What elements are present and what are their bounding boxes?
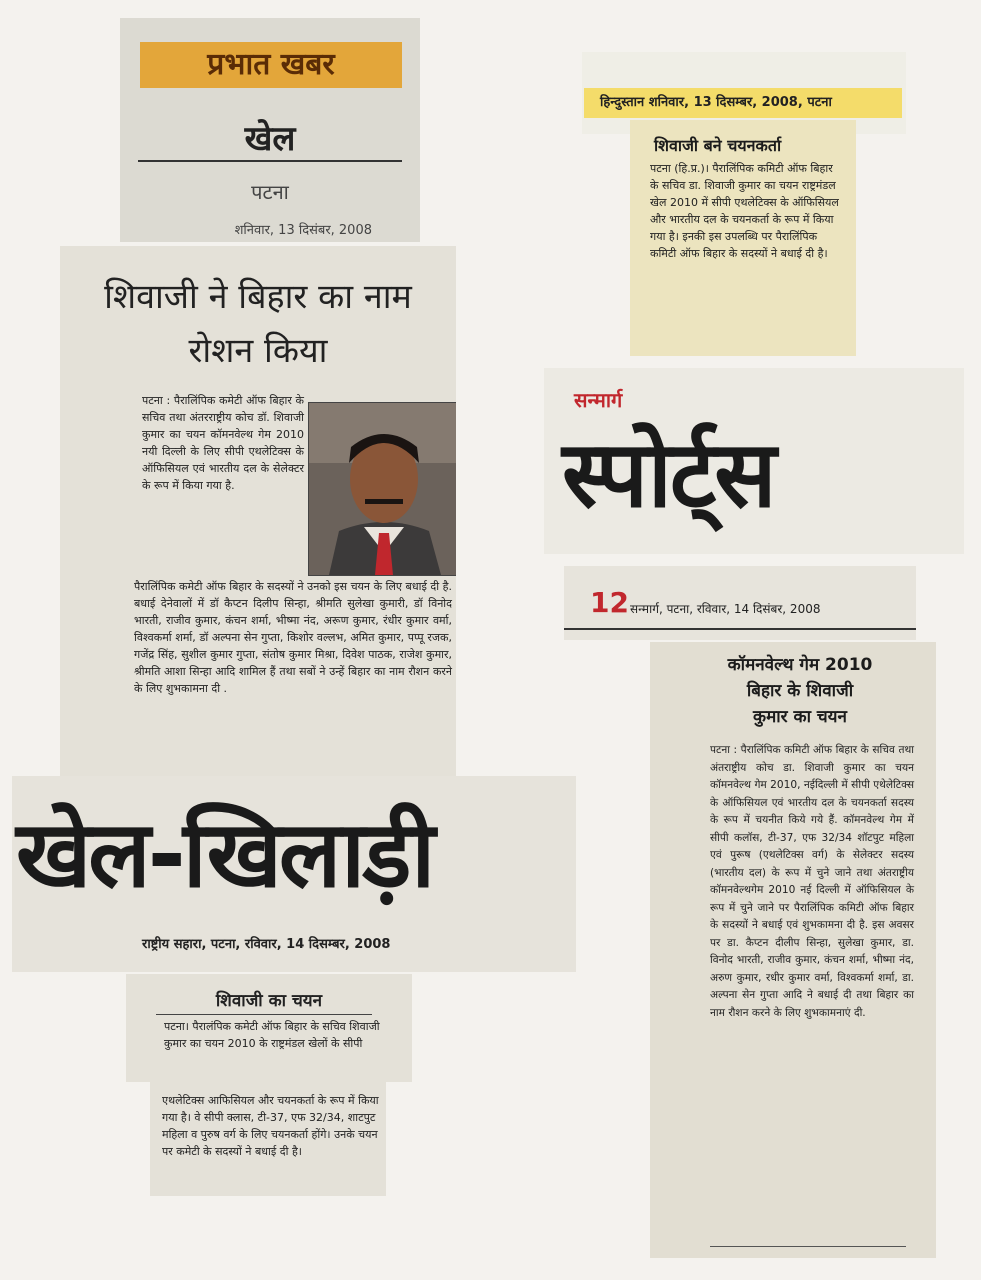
divider	[156, 1014, 372, 1015]
shivaji-chayan-body-part2: एथलेटिक्स आफिसियल और चयनकर्ता के रूप में किया गया है। वे सीपी क्लास, टी-37, एफ 32/34, शाटपुट महिला व पुरुष वर्ग के लिए चयनकर्ता होंगे। उनके चयन पर कमेटी के सदस्यों ने बधाई दी है।	[162, 1094, 379, 1158]
hindustan-article-title: शिवाजी बने चयनकर्ता	[654, 136, 782, 155]
sanmarg-sports-masthead: स्पोर्ट्स	[562, 421, 775, 528]
rashtriya-sahara-dateline: राष्ट्रीय सहारा, पटना, रविवार, 14 दिसम्बर, 2008	[142, 937, 391, 952]
prabhat-city: पटना	[251, 180, 289, 204]
prabhat-khabar-masthead: प्रभात खबर	[140, 42, 402, 88]
divider	[564, 628, 916, 630]
sanmarg-sports-clipping	[544, 368, 964, 554]
main-article-headline: शिवाजी ने बिहार का नाम रोशन किया	[104, 277, 412, 371]
commonwealth-article-clipping	[650, 642, 936, 1258]
main-article-body: पैरालिंपिक कमेटी ऑफ बिहार के सदस्यों ने उनको इस चयन के लिए बधाई दी है. बधाई देनेवालों में डॉ कैप्टन दिलीप सिन्हा, श्रीमति सुलेखा कुमारी, डॉ विनोद भारती, राजीव कुमार, कंचन शर्मा, भीष्मा नंद, अरूण कुमार, रंधीर कुमार वर्मा, विश्वकर्मा शर्मा, डॉ अल्पना सेन गुप्ता, किशोर वल्लभ, अमित कुमार, पप्पू रजक, गजेंद्र सिंह, सुशील कुमार गुप्ता, संतोष कुमार मिश्रा, दिवेश पाठक, राजेश कुमार, श्रीमति आशा सिन्हा आदि शामिल हैं तथा सबों ने उन्हें बिहार का नाम रौशन करने के लिए शुभकामना दी .	[134, 580, 452, 695]
sanmarg-brand: सन्मार्ग	[574, 388, 623, 412]
divider	[138, 160, 402, 162]
sanmarg-dateline-clipping	[564, 566, 916, 640]
shivaji-chayan-body-part1: पटना। पैरालंपिक कमेटी ऑफ बिहार के सचिव शिवाजी कुमार का चयन 2010 के राष्ट्रमंडल खेलों के सीपी	[164, 1020, 380, 1050]
prabhat-section-title: खेल	[244, 119, 296, 159]
shivaji-chayan-continuation-clipping	[150, 1082, 386, 1196]
shivaji-chayan-title: शिवाजी का चयन	[215, 991, 323, 1011]
main-article-clipping	[60, 246, 456, 776]
cwg-article-body: पटना : पैरालिंपिक कमिटी ऑफ बिहार के सचिव तथा अंतराष्ट्रीय कोच डा. शिवाजी कुमार का चयन कॉमनवेल्थ गेम 2010, नईदिल्ली में सीपी एथेलेटिक्स के ऑफिसियल एवं भारतीय दल के चयनकर्ता सदस्य के रूप में चयनीत किये गये हैं. कॉमनवेल्थ गेम में सीपी कलॉस, टी-37, एफ 32/34 शॉटपुट महिला एवं पुरूष (एथलेटिक्स वर्ग) के सेलेक्टर सदस्य (भारतीय दल) के रूप में चुने जाने तथा अंतराष्ट्रीय कॉमनवेल्थगेम 2010 नई दिल्ली में ऑफिसियल के रूप में चुने जाने पर पैरालिंपिक कमिटी ऑफ बिहार के सदस्यों ने बधाई एवं शुभकामना दी है. इस अवसर पर डा. कैप्टन दीलीप सिन्हा, सुलेखा कुमार, डा. विनोद भारती, राजीव कुमार, कंचन शर्मा, भीष्मा नंद, अरुण कुमार, रधीर कुमार वर्मा, विश्वकर्मा शर्मा, डा. अल्पना सेन गुप्ता आदि ने बधाई दी तथा बिहार का नाम रौशन करने के लिए शुभकामनाएं दी.	[710, 744, 914, 1019]
cwg-heading-line-2: बिहार के शिवाजी	[746, 681, 854, 701]
khel-khiladi-clipping	[12, 776, 576, 972]
cwg-heading-line-1: कॉमनवेल्थ गेम 2010	[727, 655, 873, 675]
hindustan-article-clipping	[630, 120, 856, 356]
cwg-heading-line-3: कुमार का चयन	[753, 707, 847, 727]
sanmarg-dateline: सन्मार्ग, पटना, रविवार, 14 दिसंबर, 2008	[630, 602, 821, 616]
page-number: 12	[590, 586, 629, 619]
prabhat-date: शनिवार, 13 दिसंबर, 2008	[234, 223, 372, 238]
portrait-photo	[308, 402, 456, 576]
hindustan-dateline: हिन्दुस्तान शनिवार, 13 दिसम्बर, 2008, पटना	[584, 88, 902, 118]
khel-khiladi-masthead: खेल-खिलाड़ी	[16, 801, 433, 908]
hindustan-article-body: पटना (हि.प्र.)। पैरालिंपिक कमिटी ऑफ बिहार के सचिव डा. शिवाजी कुमार का चयन राष्ट्रमंडल खेल 2010 में सीपी एथलेटिक्स के ऑफिसियल और भारतीय दल के चयनकर्ता के रूप में किया गया है। इनकी इस उपलब्धि पर पैरालिंपिक कमिटी ऑफ बिहार के सदस्यों ने बधाई दी है।	[650, 162, 839, 260]
divider	[710, 1246, 906, 1247]
shivaji-chayan-clipping	[126, 974, 412, 1082]
prabhat-khabar-clipping	[120, 18, 420, 242]
main-article-body-intro: पटना : पैरालिंपिक कमेटी ऑफ बिहार के सचिव तथा अंतरराष्ट्रीय कोच डॉ. शिवाजी कुमार का चयन कॉमनवेल्थ गेम 2010 नयी दिल्ली के लिए सीपी एथलेटिक्स के ऑफिसियल एवं भारतीय दल के सेलेक्टर के रूप में किया गया है.	[142, 394, 304, 492]
